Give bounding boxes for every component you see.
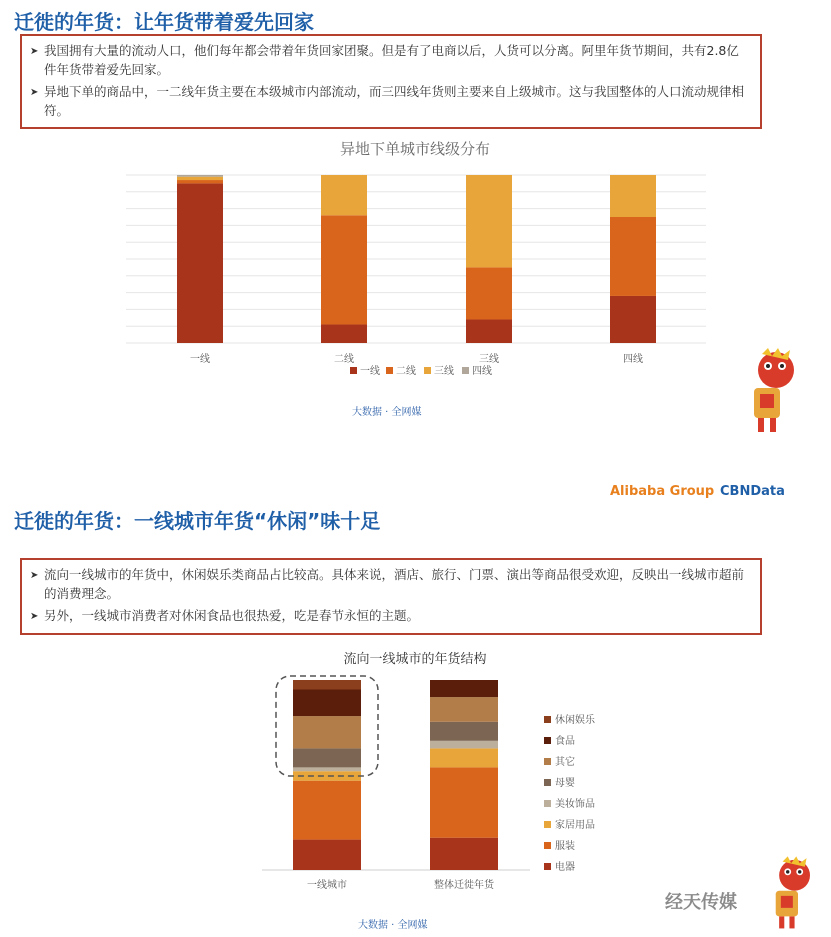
arrow-icon: ➤ — [30, 87, 39, 98]
legend-label: 食品 — [555, 736, 575, 747]
legend-swatch — [544, 779, 551, 786]
x-tick-label: 一线 — [190, 354, 210, 365]
section2-title: 迁徙的年货：一线城市年货“休闲”味十足 — [14, 509, 381, 533]
x-tick-label: 二线 — [334, 354, 354, 365]
bar-segment-其它 — [430, 697, 498, 722]
bar-segment-美妆饰品 — [430, 741, 498, 749]
legend-label: 其它 — [555, 757, 575, 768]
alibaba-logo: Alibaba Group — [610, 484, 715, 499]
bar-segment-母婴 — [430, 722, 498, 741]
cbndata-logo: CBNData — [720, 484, 785, 499]
legend-label: 美妆饰品 — [555, 799, 595, 810]
x-tick-label: 三线 — [479, 354, 499, 365]
legend-label: 二线 — [396, 366, 416, 377]
x-tick-label: 四线 — [623, 354, 643, 365]
legend-label: 三线 — [434, 366, 454, 377]
legend-swatch — [544, 842, 551, 849]
arrow-icon: ➤ — [30, 570, 39, 581]
watermark: 经天传媒 — [665, 892, 737, 913]
legend-label: 母婴 — [555, 778, 575, 789]
bar-segment-电器 — [430, 838, 498, 870]
bullet-text: 异地下单的商品中，一二线年货主要在本级城市内部流动，而三四线年货则主要来自上级城市。这与我国整体的人口流动规律相符。 — [44, 84, 745, 118]
legend-label: 电器 — [555, 862, 575, 873]
chart-title: 异地下单城市线级分布 — [339, 140, 491, 158]
source-credit: 大数据 · 全网媒 — [358, 920, 428, 931]
section1-title: 迁徙的年货：让年货带着爱先回家 — [14, 10, 314, 34]
source-credit: 大数据 · 全网媒 — [352, 407, 422, 418]
bullet-text: 另外，一线城市消费者对休闲食品也很热爱，吃是春节永恒的主题。 — [44, 608, 420, 623]
bar-segment-家居用品 — [430, 748, 498, 767]
bar-segment-食品 — [293, 690, 361, 717]
arrow-icon: ➤ — [30, 46, 39, 57]
bullet-text: 流向一线城市的年货中，休闲娱乐类商品占比较高。具体来说，酒店、旅行、门票、演出等商品很受欢迎，反映出一线城市超前的消费理念。 — [44, 567, 745, 601]
bullet-text: 我国拥有大量的流动人口，他们每年都会带着年货回家团聚。但是有了电商以后，人货可以分离。阿里年货节期间，共有2.8亿件年货带着爱先回家。 — [44, 43, 739, 77]
legend-swatch — [544, 863, 551, 870]
legend-swatch — [544, 716, 551, 723]
chart-title: 流向一线城市的年货结构 — [343, 652, 487, 667]
legend-label: 四线 — [472, 366, 492, 377]
legend-label: 家居用品 — [555, 820, 595, 831]
arrow-icon: ➤ — [30, 611, 39, 622]
legend-label: 一线 — [360, 366, 380, 377]
bar-segment-母婴 — [293, 748, 361, 767]
lion-dance-mascot-icon — [762, 854, 822, 936]
bar-segment-服装 — [293, 781, 361, 840]
bar-segment-美妆饰品 — [293, 767, 361, 771]
x-tick-label: 一线城市 — [307, 880, 347, 891]
legend-swatch — [544, 758, 551, 765]
bar-segment-休闲娱乐 — [293, 680, 361, 690]
bar-segment-电器 — [293, 840, 361, 870]
legend-label: 休闲娱乐 — [555, 715, 595, 726]
legend-swatch — [544, 821, 551, 828]
bar-segment-服装 — [430, 767, 498, 837]
legend-label: 服装 — [555, 841, 575, 852]
bar-segment-食品 — [430, 680, 498, 697]
x-tick-label: 整体迁徙年货 — [434, 880, 494, 891]
legend-swatch — [544, 737, 551, 744]
legend-swatch — [544, 800, 551, 807]
bar-segment-其它 — [293, 716, 361, 748]
